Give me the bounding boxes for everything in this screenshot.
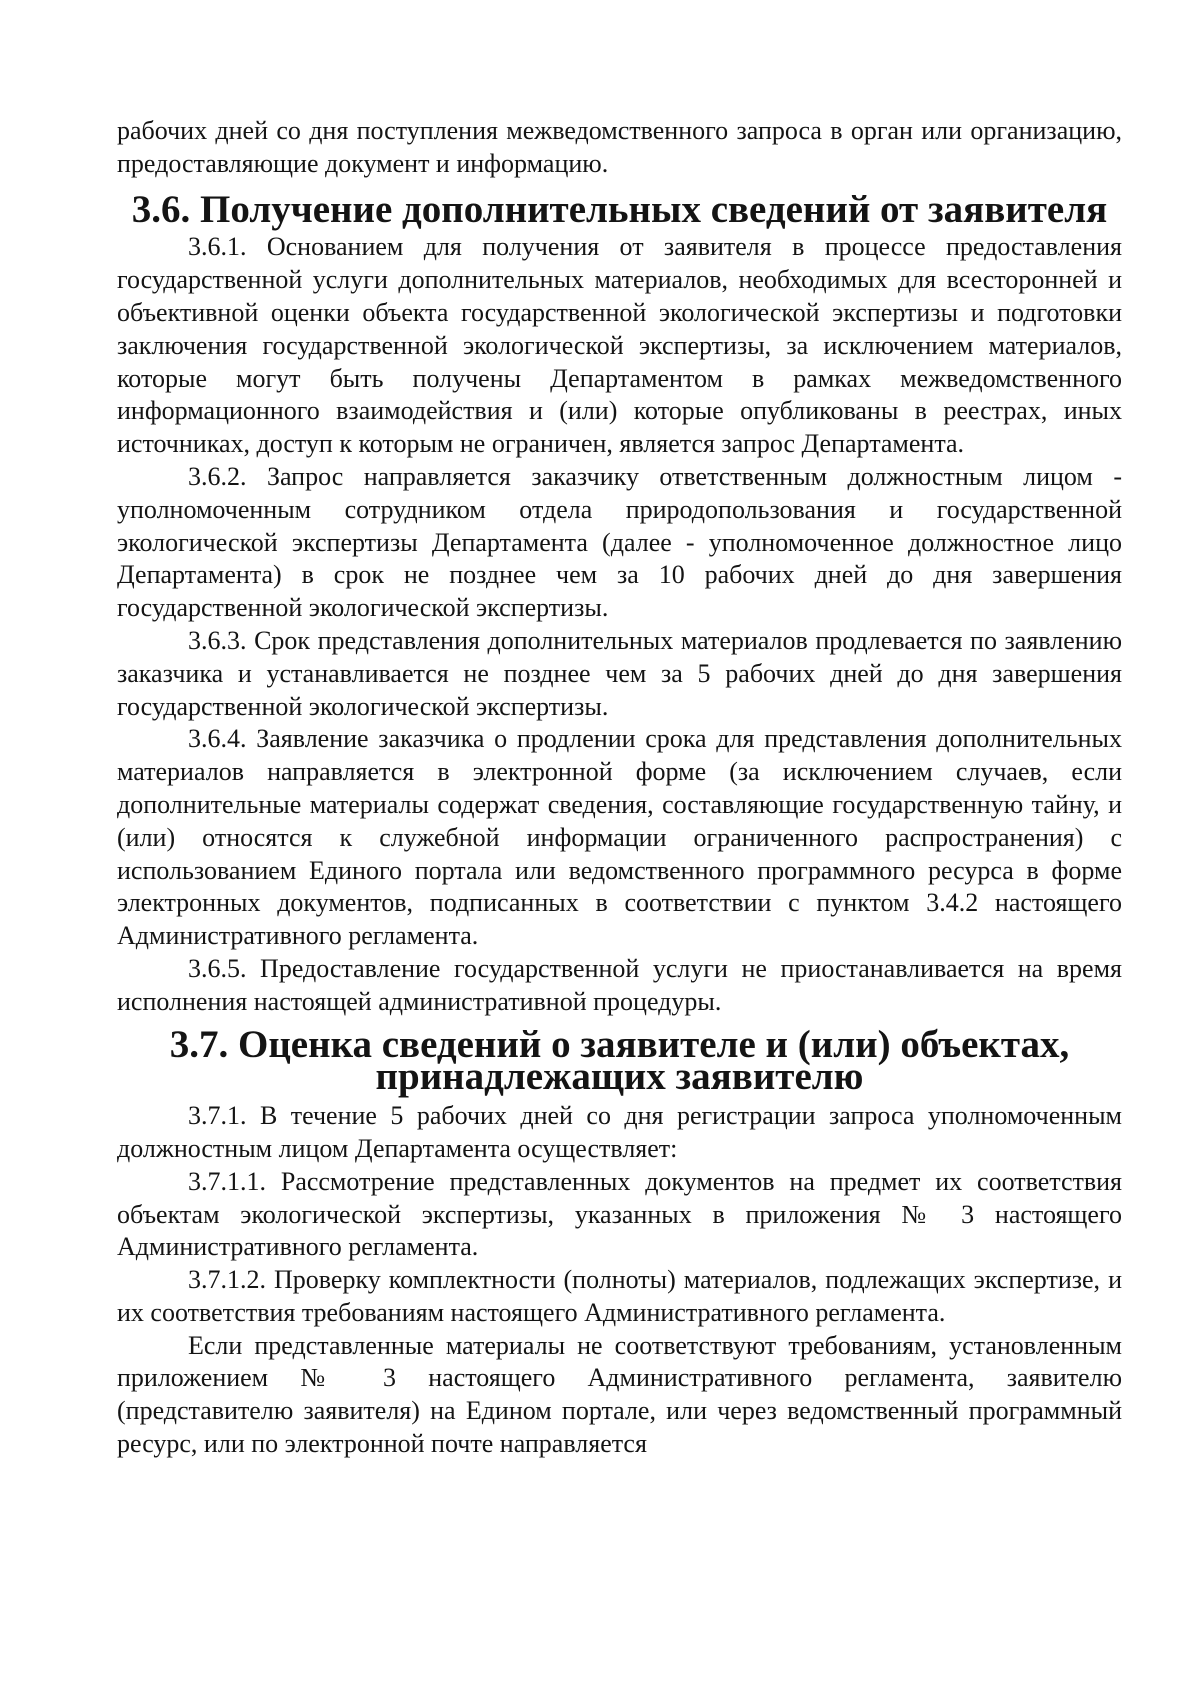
paragraph-3-7-1-2: 3.7.1.2. Проверку комплектности (полноты) материалов, подлежащих экспертизе, и их соответствия требованиям настоящего Административного регламента. [117,1265,1122,1327]
section-3-7-heading: 3.7. Оценка сведений о заявителе и (или) объектах, принадлежащих заявителю [169,1022,1070,1099]
paragraph-3-7-1: 3.7.1. В течение 5 рабочих дней со дня регистрации запроса уполномоченным должностным лицом Департамента осуществляет: [117,1101,1122,1163]
paragraph-3-6-2: 3.6.2. Запрос направляется заказчику ответственным должностным лицом - уполномоченным сотрудником отдела природопользования и государственной экологической экспертизы Департамента (далее - уполномоченное должностное лицо Департамента) в срок не позднее чем за 10 рабочих дней до дня завершения государственной экологической экспертизы. [117,461,1122,623]
paragraph-3-6-1: 3.6.1. Основанием для получения от заявителя в процессе предоставления государственной услуги дополнительных материалов, необходимых для всесторонней и объективной оценки объекта государственной экологической экспертизы и подготовки заключения государственной экологической экспертизы, за исключением материалов, которые могут быть получены Департаментом в рамках межведомственного информационного взаимодействия и (или) которые опубликованы в реестрах, иных источниках, доступ к которым не ограничен, является запрос Департамента. [117,232,1122,459]
document-page [117,115,1122,1461]
section-3-6-heading: 3.6. Получение дополнительных сведений от заявителя [131,187,1108,231]
paragraph-3-7-1-1: 3.7.1.1. Рассмотрение представленных документов на предмет их соответствия объектам экологической экспертизы, указанных в приложения № 3 настоящего Административного регламента. [117,1166,1122,1262]
paragraph-continuation: рабочих дней со дня поступления межведомственного запроса в орган или организацию, предоставляющие документ и информацию. [117,116,1122,178]
paragraph-3-6-5: 3.6.5. Предоставление государственной услуги не приостанавливается на время исполнения настоящей административной процедуры. [117,953,1122,1016]
paragraph-3-6-4: 3.6.4. Заявление заказчика о продлении срока для представления дополнительных материалов направляется в электронной форме (за исключением случаев, если дополнительные материалы содержат сведения, составляющие государственную тайну, и (или) относятся к служебной информации ограниченного распространения) с использованием Единого портала или ведомственного программного ресурса в форме электронных документов, подписанных в соответствии с пунктом 3.4.2 настоящего Административного регламента. [117,724,1122,951]
paragraph-if-not-compliant: Если представленные материалы не соответствуют требованиям, установленным приложением № 3 настоящего Административного регламента, заявителю (представителю заявителя) на Едином портале, или через ведомственный программный ресурс, или по электронной почте направляется [117,1330,1122,1459]
paragraph-3-6-3: 3.6.3. Срок представления дополнительных материалов продлевается по заявлению заказчика и устанавливается не позднее чем за 5 рабочих дней до дня завершения государственной экологической экспертизы. [117,625,1122,721]
